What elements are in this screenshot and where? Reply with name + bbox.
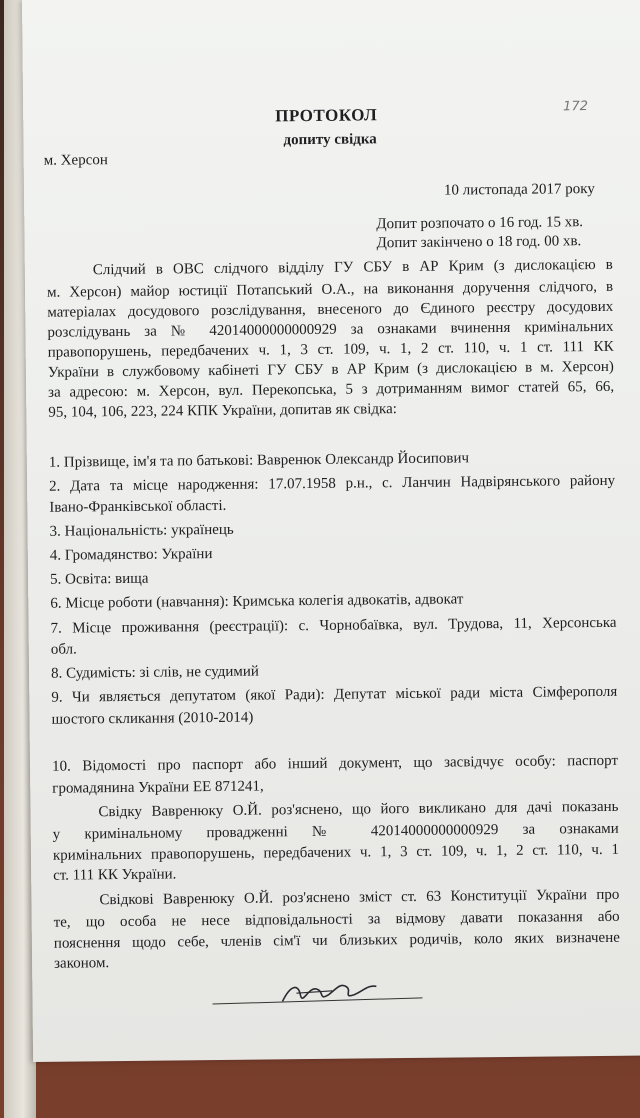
para3-line: законом. [54, 955, 110, 972]
para2-line: Свідку Вавренюку О.Й. роз'яснено, що його викликано для дачі показань [98, 798, 619, 821]
para3-line: Свідкові Вавренюку О.Й. роз'яснено зміст ст. 63 Конституції України про [99, 886, 620, 909]
para2-line: кримінальних правопорушень, передбачених ч. 1, 3 ст. 109, ч. 1, 2 ст. 110, ч. 1 [52, 841, 620, 864]
item-nationality: 3. Національність: українець [49, 521, 234, 540]
intro-line: України в службовому кабінеті ГУ СБУ в АР Крим (з дислокацією в м. Херсон) [47, 358, 614, 381]
document-page [22, 0, 640, 1062]
document-title: ПРОТОКОЛ [275, 105, 378, 126]
intro-line: розслідувань за № 42014000000000929 за ознаками вчинення кримінальних [47, 318, 614, 341]
intro-line: матеріалах досудового розслідування, внесеного до Єдиного реєстру досудових [47, 298, 614, 321]
intro-line: за адресою: м. Херсон, вул. Перекопська, 5 з дотриманням вимог статей 65, 66, [48, 378, 615, 401]
para3-line: те, що особа не несе відповідальності за відмову давати показання або [53, 908, 620, 931]
page-number: 172 [563, 99, 589, 115]
item-passport-cont: громадянина України ЕЕ 871241, [52, 778, 264, 797]
para2-line: у кримінальному провадженні № 42014000000000929 за ознаками [52, 820, 619, 843]
item-workplace: 6. Місце роботи (навчання): Кримська колегія адвокатів, адвокат [50, 591, 464, 612]
witness-signature [212, 964, 433, 1016]
item-birth-cont: Івано-Франківської області. [49, 497, 227, 516]
item-residence: 7. Місце проживання (реєстрації): с. Чорнобаївка, вул. Трудова, 11, Херсонська [50, 614, 617, 637]
para3-line: пояснення щодо себе, членів сім'ї чи близьких родичів, коло яких визначене [53, 929, 620, 952]
item-birth: 2. Дата та місце народження: 17.07.1958 р.н., с. Ланчин Надвірянського району [49, 472, 616, 495]
end-time: Допит закінчено о 18 год. 00 хв. [376, 233, 582, 252]
intro-line: правопорушень, передбачених ч. 1, 3 ст. 109, ч. 1, 2 ст. 110, ч. 1 ст. 111 КК [47, 338, 614, 361]
item-criminal-record: 8. Судимість: зі слів, не судимий [50, 663, 260, 682]
item-citizenship: 4. Громадянство: України [49, 546, 213, 564]
intro-line: м. Херсон) майор юстиції Потапський О.А., на виконання доручення слідчого, в [46, 278, 614, 301]
intro-line: Слідчий в ОВС слідчого відділу ГУ СБУ в АР Крим (з дислокацією в [92, 256, 613, 279]
para2-line: ст. 111 КК України. [53, 866, 177, 884]
item-education: 5. Освіта: вища [49, 570, 149, 588]
item-name: 1. Прізвище, ім'я та по батькові: Вавренюк Олександр Йосипович [48, 450, 470, 471]
item-passport: 10. Відомості про паспорт або інший документ, що засвідчує особу: паспорт [51, 752, 619, 775]
item-deputy-cont: шостого скликання (2010-2014) [51, 709, 254, 728]
start-time: Допит розпочато о 16 год. 15 хв. [376, 214, 584, 233]
item-residence-cont: обл. [50, 641, 77, 658]
intro-line: 95, 104, 106, 223, 224 КПК України, допитав як свідка: [48, 401, 397, 421]
date: 10 листопада 2017 року [443, 181, 595, 199]
item-deputy: 9. Чи являється депутатом (якої Ради): Депутат міської ради міста Сімферополя [51, 683, 618, 706]
city: м. Херсон [43, 152, 108, 169]
document-subtitle: допиту свідка [283, 131, 377, 149]
